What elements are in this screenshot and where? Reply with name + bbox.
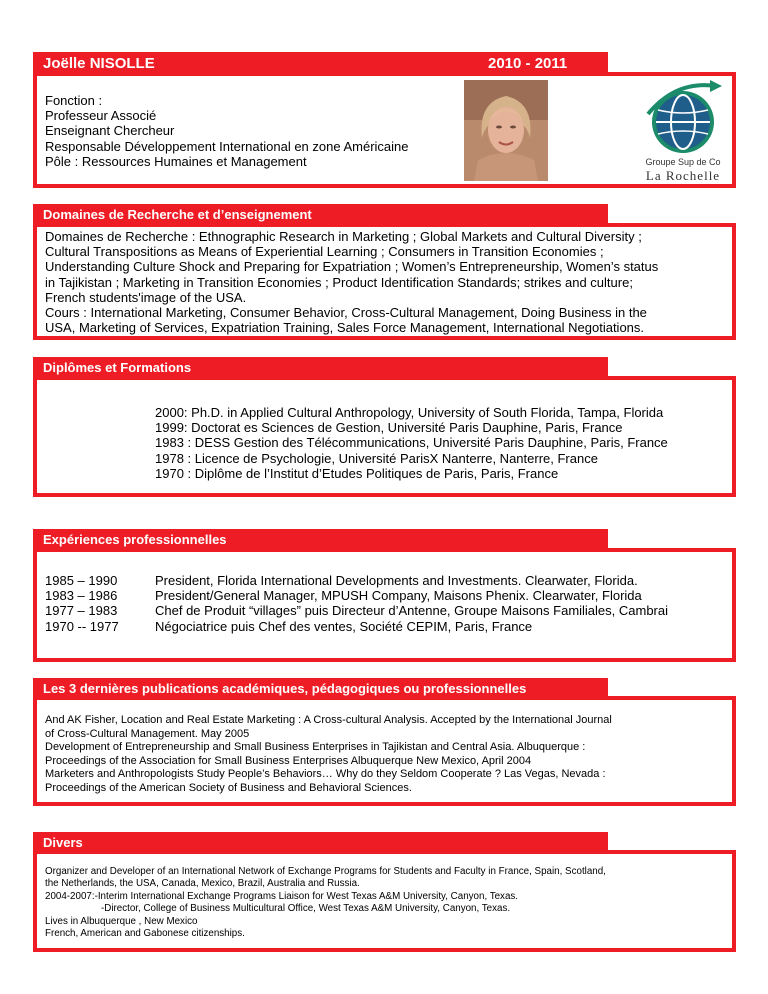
diploma-line: 2000: Ph.D. in Applied Cultural Anthropology, University of South Florida, Tampa, Florida: [155, 405, 664, 420]
logo-line-1: Groupe Sup de Co: [645, 157, 721, 167]
experience-years: 1985 – 1990: [45, 573, 118, 588]
experience-years: 1970 -- 1977: [45, 618, 119, 634]
experience-row: [45, 603, 668, 618]
experience-text: Négociatrice puis Chef des ventes, Société CEPIM, Paris, France: [155, 618, 533, 634]
divers-line: 2004-2007:-Interim International Exchange Programs Liaison for West Texas A&M University, Canyon, Texas.: [45, 890, 519, 902]
divers-line: the Netherlands, the USA, Canada, Mexico, Brazil, Australia and Russia.: [45, 878, 360, 890]
profile-line: Pôle : Ressources Humaines et Management: [45, 153, 307, 169]
divers-line: French, American and Gabonese citizenships.: [45, 928, 245, 940]
portrait-illustration: [464, 80, 548, 181]
school-logo: [636, 80, 730, 184]
experience-years: 1983 – 1986: [45, 588, 118, 604]
experience-row: [45, 588, 668, 603]
experience-header: Expériences professionnelles: [33, 529, 608, 550]
header-years: 2010 - 2011: [488, 55, 568, 72]
publication-line: And AK Fisher, Location and Real Estate Marketing : A Cross-cultural Analysis. Accepted by the International Journal: [45, 714, 612, 726]
research-text: [45, 229, 658, 335]
publication-line: of Cross-Cultural Management. May 2005: [45, 727, 250, 740]
divers-line: Organizer and Developer of an International Network of Exchange Programs for Students and Faculty in France, Spain, Scotland,: [45, 866, 606, 877]
diploma-line: 1983 : DESS Gestion des Télécommunications, Université Paris Dauphine, Paris, France: [155, 435, 668, 451]
divers-line: Lives in Albuquerque , New Mexico: [45, 915, 198, 927]
profile-line: Fonction :: [45, 93, 103, 108]
publications-header: Les 3 dernières publications académiques, pédagogiques ou professionnelles: [33, 678, 608, 699]
research-line: Understanding Culture Shock and Preparing for Expatriation ; Women’s Entrepreneurship, Women’s status: [45, 259, 659, 275]
diploma-line: 1999: Doctorat es Sciences de Gestion, Université Paris Dauphine, Paris, France: [155, 420, 623, 436]
research-line: Cultural Transpositions as Means of Experiential Learning ; Consumers in Transition Economies ;: [45, 244, 604, 260]
globe-logo-icon: [636, 80, 730, 156]
experience-years: 1977 – 1983: [45, 603, 118, 619]
header-bar: [33, 52, 608, 75]
portrait-photo: [464, 80, 548, 181]
divers-line: -Director, College of Business Multicultural Office, West Texas A&M University, Canyon, Texas.: [101, 903, 511, 915]
diploma-line: 1970 : Diplôme de l’Institut d’Etudes Politiques de Paris, Paris, France: [155, 465, 559, 481]
publication-line: Development of Entrepreneurship and Small Business Enterprises in Tajikistan and Central Asia. Albuquerque :: [45, 741, 586, 754]
research-line: USA, Marketing of Services, Expatriation Training, Sales Force Management, International Negotiations.: [45, 320, 645, 336]
experience-table: [45, 573, 668, 634]
experience-text: Chef de Produit “villages” puis Directeur d’Antenne, Groupe Maisons Familiales, Cambrai: [155, 603, 669, 619]
profile-text: [45, 93, 409, 169]
divers-header: Divers: [33, 832, 608, 853]
publication-line: Proceedings of the Association for Small Business Enterprises Albuquerque New Mexico, April 2004: [45, 754, 532, 767]
publication-line: Proceedings of the American Society of Business and Behavioral Sciences.: [45, 781, 412, 794]
profile-line: Responsable Développement International en zone Américaine: [45, 138, 409, 154]
diploma-line: 1978 : Licence de Psychologie, Université ParisX Nanterre, Nanterre, France: [155, 450, 598, 466]
experience-text: President, Florida International Developments and Investments. Clearwater, Florida.: [155, 573, 638, 588]
publications-text: [45, 714, 612, 796]
diplomas-header: Diplômes et Formations: [33, 357, 608, 378]
research-line: Domaines de Recherche : Ethnographic Research in Marketing ; Global Markets and Cultural Diversity ;: [45, 229, 642, 244]
profile-line: Professeur Associé: [45, 108, 157, 124]
divers-text: [45, 866, 606, 940]
experience-row: [45, 619, 668, 634]
research-line: in Tajikistan ; Marketing in Transition Economies ; Product Identification Standards; strikes and culture;: [45, 274, 633, 290]
research-line: Cours : International Marketing, Consumer Behavior, Cross-Cultural Management, Doing Business in the: [45, 305, 647, 321]
profile-line: Enseignant Chercheur: [45, 123, 175, 139]
person-name: Joëlle NISOLLE: [43, 55, 155, 72]
research-line: French students'image of the USA.: [45, 289, 247, 305]
logo-line-2: La Rochelle: [645, 168, 721, 183]
research-header: Domaines de Recherche et d’enseignement: [33, 204, 608, 225]
experience-row: [45, 573, 668, 588]
experience-text: President/General Manager, MPUSH Company, Maisons Phenix. Clearwater, Florida: [155, 588, 642, 604]
diplomas-text: [155, 405, 668, 481]
publication-line: Marketers and Anthropologists Study People’s Behaviors… Why do they Seldom Cooperate ? Las Vegas, Nevada :: [45, 768, 606, 781]
